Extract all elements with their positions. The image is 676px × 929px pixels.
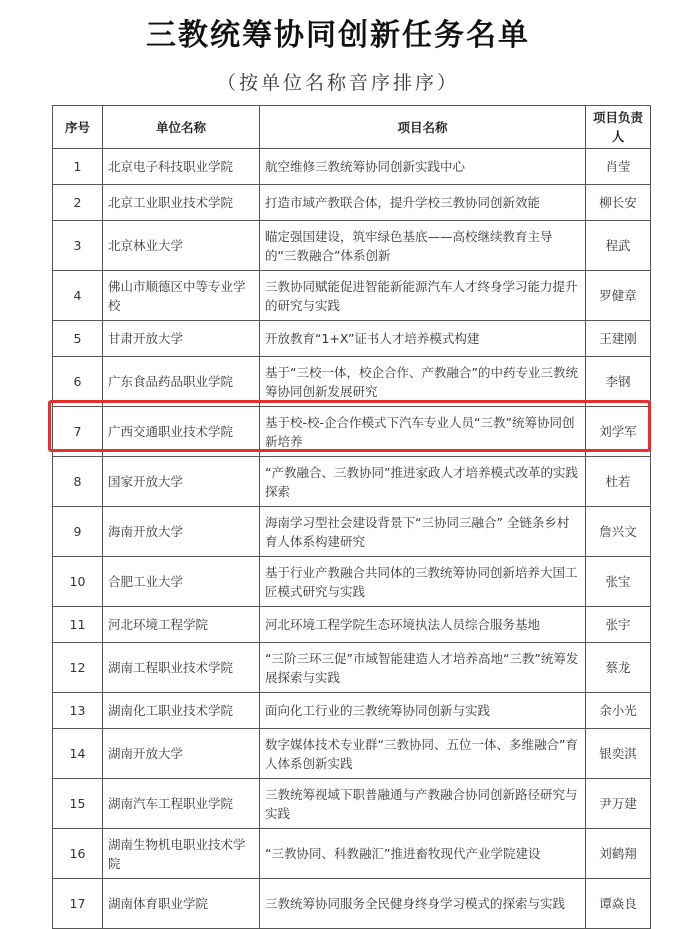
- cell-no: 6: [53, 357, 103, 407]
- cell-leader: 柳长安: [586, 185, 651, 221]
- cell-leader: 银奕淇: [586, 729, 651, 779]
- cell-unit: 佛山市顺德区中等专业学校: [103, 271, 260, 321]
- cell-project: 开放教育“1+X”证书人才培养模式构建: [260, 321, 586, 357]
- table-row: [53, 457, 651, 507]
- table-row: [53, 693, 651, 729]
- cell-no: 14: [53, 729, 103, 779]
- cell-project: 面向化工行业的三教统筹协同创新与实践: [260, 693, 586, 729]
- cell-no: 15: [53, 779, 103, 829]
- cell-unit: 北京林业大学: [103, 221, 260, 271]
- cell-no: 13: [53, 693, 103, 729]
- cell-no: 17: [53, 879, 103, 929]
- cell-unit: 湖南开放大学: [103, 729, 260, 779]
- cell-leader: 肖莹: [586, 149, 651, 185]
- cell-project: 海南学习型社会建设背景下“三协同三融合” 全链条乡村育人体系构建研究: [260, 507, 586, 557]
- table-row: [53, 557, 651, 607]
- cell-unit: 海南开放大学: [103, 507, 260, 557]
- cell-project: 基于校-校-企合作模式下汽车专业人员“三教”统筹协同创新培养: [260, 407, 586, 457]
- header-no: 序号: [53, 106, 103, 149]
- cell-unit: 湖南工程职业技术学院: [103, 643, 260, 693]
- cell-leader: 李钢: [586, 357, 651, 407]
- cell-project: 三教协同赋能促进智能新能源汽车人才终身学习能力提升的研究与实践: [260, 271, 586, 321]
- table-row: [53, 149, 651, 185]
- cell-no: 16: [53, 829, 103, 879]
- cell-unit: 甘肃开放大学: [103, 321, 260, 357]
- table-row: [53, 643, 651, 693]
- page-subtitle: （按单位名称音序排序）: [216, 72, 459, 94]
- cell-leader: 王建刚: [586, 321, 651, 357]
- cell-leader: 张宇: [586, 607, 651, 643]
- cell-leader: 程武: [586, 221, 651, 271]
- cell-project: 航空维修三教统筹协同创新实践中心: [260, 149, 586, 185]
- cell-leader: 余小光: [586, 693, 651, 729]
- table-row: [53, 607, 651, 643]
- cell-no: 7: [53, 407, 103, 457]
- cell-unit: 广西交通职业技术学院: [103, 407, 260, 457]
- table-row: [53, 879, 651, 929]
- cell-no: 2: [53, 185, 103, 221]
- table-row: [53, 779, 651, 829]
- cell-unit: 北京电子科技职业学院: [103, 149, 260, 185]
- table-row: [53, 321, 651, 357]
- cell-unit: 广东食品药品职业学院: [103, 357, 260, 407]
- cell-leader: 刘鹤翔: [586, 829, 651, 879]
- page-title: 三教统筹协同创新任务名单: [146, 18, 530, 53]
- cell-no: 3: [53, 221, 103, 271]
- table-row: [53, 829, 651, 879]
- cell-unit: 河北环境工程学院: [103, 607, 260, 643]
- cell-project: 瞄定强国建设，筑牢绿色基底——高校继续教育主导的“三教融合”体系创新: [260, 221, 586, 271]
- header-project: 项目名称: [260, 106, 586, 149]
- header-leader: 项目负责人: [586, 106, 651, 149]
- table-row: [53, 729, 651, 779]
- cell-project: 数字媒体技术专业群“三教协同、五位一体、多维融合”育人体系创新实践: [260, 729, 586, 779]
- table-row: [53, 357, 651, 407]
- cell-no: 5: [53, 321, 103, 357]
- cell-project: 基于“三校一体，校企合作、产教融合”的中药专业三教统筹协同创新发展研究: [260, 357, 586, 407]
- cell-unit: 湖南汽车工程职业学院: [103, 779, 260, 829]
- cell-leader: 尹万建: [586, 779, 651, 829]
- cell-leader: 谭焱良: [586, 879, 651, 929]
- cell-project: “三教协同、科教融汇”推进畜牧现代产业学院建设: [260, 829, 586, 879]
- cell-leader: 蔡龙: [586, 643, 651, 693]
- cell-unit: 国家开放大学: [103, 457, 260, 507]
- cell-unit: 湖南化工职业技术学院: [103, 693, 260, 729]
- cell-no: 9: [53, 507, 103, 557]
- cell-project: 基于行业产教融合共同体的三教统筹协同创新培养大国工匠模式研究与实践: [260, 557, 586, 607]
- cell-leader: 刘学军: [586, 407, 651, 457]
- cell-no: 12: [53, 643, 103, 693]
- cell-project: 三教统筹视域下职普融通与产教融合协同创新路径研究与实践: [260, 779, 586, 829]
- cell-no: 11: [53, 607, 103, 643]
- table-row: [53, 185, 651, 221]
- table-row: [53, 507, 651, 557]
- cell-leader: 张宝: [586, 557, 651, 607]
- table-row: [53, 271, 651, 321]
- cell-unit: 湖南生物机电职业技术学院: [103, 829, 260, 879]
- cell-no: 10: [53, 557, 103, 607]
- cell-leader: 杜若: [586, 457, 651, 507]
- cell-project: 打造市域产教联合体，提升学校三教协同创新效能: [260, 185, 586, 221]
- cell-project: “产教融合、三教协同”推进家政人才培养模式改革的实践探索: [260, 457, 586, 507]
- cell-no: 8: [53, 457, 103, 507]
- cell-no: 4: [53, 271, 103, 321]
- table-row: [53, 221, 651, 271]
- table-header-row: [53, 106, 651, 149]
- cell-unit: 合肥工业大学: [103, 557, 260, 607]
- task-list-table: [52, 105, 651, 929]
- cell-unit: 湖南体育职业学院: [103, 879, 260, 929]
- cell-project: 河北环境工程学院生态环境执法人员综合服务基地: [260, 607, 586, 643]
- cell-leader: 詹兴文: [586, 507, 651, 557]
- cell-leader: 罗健章: [586, 271, 651, 321]
- header-unit: 单位名称: [103, 106, 260, 149]
- highlight-box: [48, 400, 651, 452]
- cell-project: “三阶三环三促”市域智能建造人才培养高地“三教”统筹发展探索与实践: [260, 643, 586, 693]
- cell-project: 三教统筹协同服务全民健身终身学习模式的探索与实践: [260, 879, 586, 929]
- cell-no: 1: [53, 149, 103, 185]
- cell-unit: 北京工业职业技术学院: [103, 185, 260, 221]
